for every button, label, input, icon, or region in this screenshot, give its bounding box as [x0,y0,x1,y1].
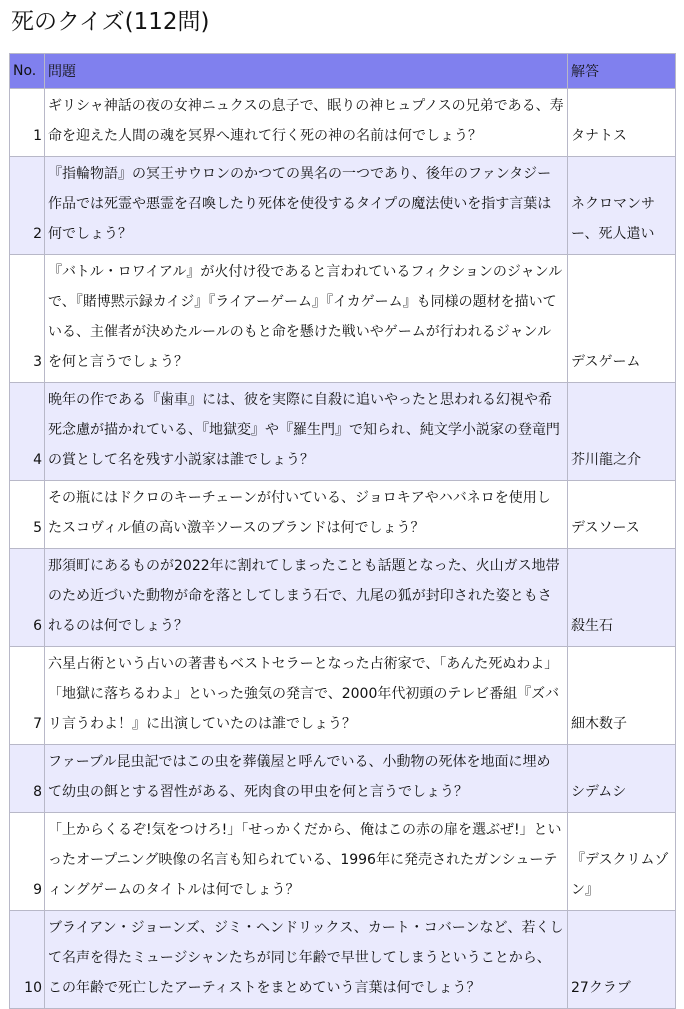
table-row [10,157,676,255]
question-text: 『バトル・ロワイアル』が火付け役であると言われているフィクションのジャンルで、『賭博黙示録カイジ』『ライアーゲーム』『イカゲーム』も同様の題材を描いている、主催者が決めたルールのもと命を懸けた戦いやゲームが行われるジャンルを何と言うでしょう？ [45,255,568,383]
answer-text: 芥川龍之介 [568,383,676,481]
page-title: 死のクイズ(112問) [11,9,210,35]
question-text: ブライアン・ジョーンズ、ジミ・ヘンドリックス、カート・コバーンなど、若くして名声を得たミュージシャンたちが同じ年齢で早世してしまうということから、この年齢で死亡したアーティストをまとめていう言葉は何でしょう？ [45,911,568,1009]
column-header-answer: 解答 [568,54,676,89]
row-number: 6 [10,549,45,647]
answer-text: デスゲーム [568,255,676,383]
row-number: 1 [10,89,45,157]
row-number: 4 [10,383,45,481]
answer-text: ネクロマンサー、死人遣い [568,157,676,255]
row-number: 9 [10,813,45,911]
table-row [10,647,676,745]
column-header-question: 問題 [45,54,568,89]
table-row [10,89,676,157]
table-row [10,255,676,383]
question-text: 那須町にあるものが2022年に割れてしまったことも話題となった、火山ガス地帯のため近づいた動物が命を落としてしまう石で、九尾の狐が封印された姿ともされるのは何でしょう？ [45,549,568,647]
question-text: 『指輪物語』の冥王サウロンのかつての異名の一つであり、後年のファンタジー作品では死霊や悪霊を召喚したり死体を使役するタイプの魔法使いを指す言葉は何でしょう？ [45,157,568,255]
table-header-row [10,54,676,89]
quiz-table [9,53,676,1009]
answer-text: 『デスクリムゾン』 [568,813,676,911]
question-text: 「上からくるぞ!気をつけろ!」「せっかくだから、俺はこの赤の扉を選ぶぜ!」といったオープニング映像の名言も知られている、1996年に発売されたガンシューティングゲームのタイトルは何でしょう？ [45,813,568,911]
question-text: その瓶にはドクロのキーチェーンが付いている、ジョロキアやハバネロを使用したスコヴィル値の高い激辛ソースのブランドは何でしょう？ [45,481,568,549]
row-number: 10 [10,911,45,1009]
question-text: ファーブル昆虫記ではこの虫を葬儀屋と呼んでいる、小動物の死体を地面に埋めて幼虫の餌とする習性がある、死肉食の甲虫を何と言うでしょう？ [45,745,568,813]
row-number: 5 [10,481,45,549]
row-number: 3 [10,255,45,383]
table-row [10,911,676,1009]
row-number: 7 [10,647,45,745]
table-row [10,481,676,549]
row-number: 2 [10,157,45,255]
answer-text: 27クラブ [568,911,676,1009]
row-number: 8 [10,745,45,813]
question-text: 晩年の作である『歯車』には、彼を実際に自殺に追いやったと思われる幻視や希死念慮が描かれている、『地獄変』や『羅生門』で知られ、純文学小説家の登竜門の賞として名を残す小説家は誰でしょう？ [45,383,568,481]
answer-text: 殺生石 [568,549,676,647]
table-row [10,745,676,813]
question-text: 六星占術という占いの著書もベストセラーとなった占術家で、「あんた死ぬわよ」「地獄に落ちるわよ」といった強気の発言で、2000年代初頭のテレビ番組『ズバリ言うわよ！』に出演していたのは誰でしょう？ [45,647,568,745]
answer-text: タナトス [568,89,676,157]
table-row [10,813,676,911]
table-row [10,549,676,647]
column-header-no: No. [10,54,45,89]
question-text: ギリシャ神話の夜の女神ニュクスの息子で、眠りの神ヒュプノスの兄弟である、寿命を迎えた人間の魂を冥界へ連れて行く死の神の名前は何でしょう？ [45,89,568,157]
answer-text: シデムシ [568,745,676,813]
answer-text: デスソース [568,481,676,549]
table-row [10,383,676,481]
answer-text: 細木数子 [568,647,676,745]
